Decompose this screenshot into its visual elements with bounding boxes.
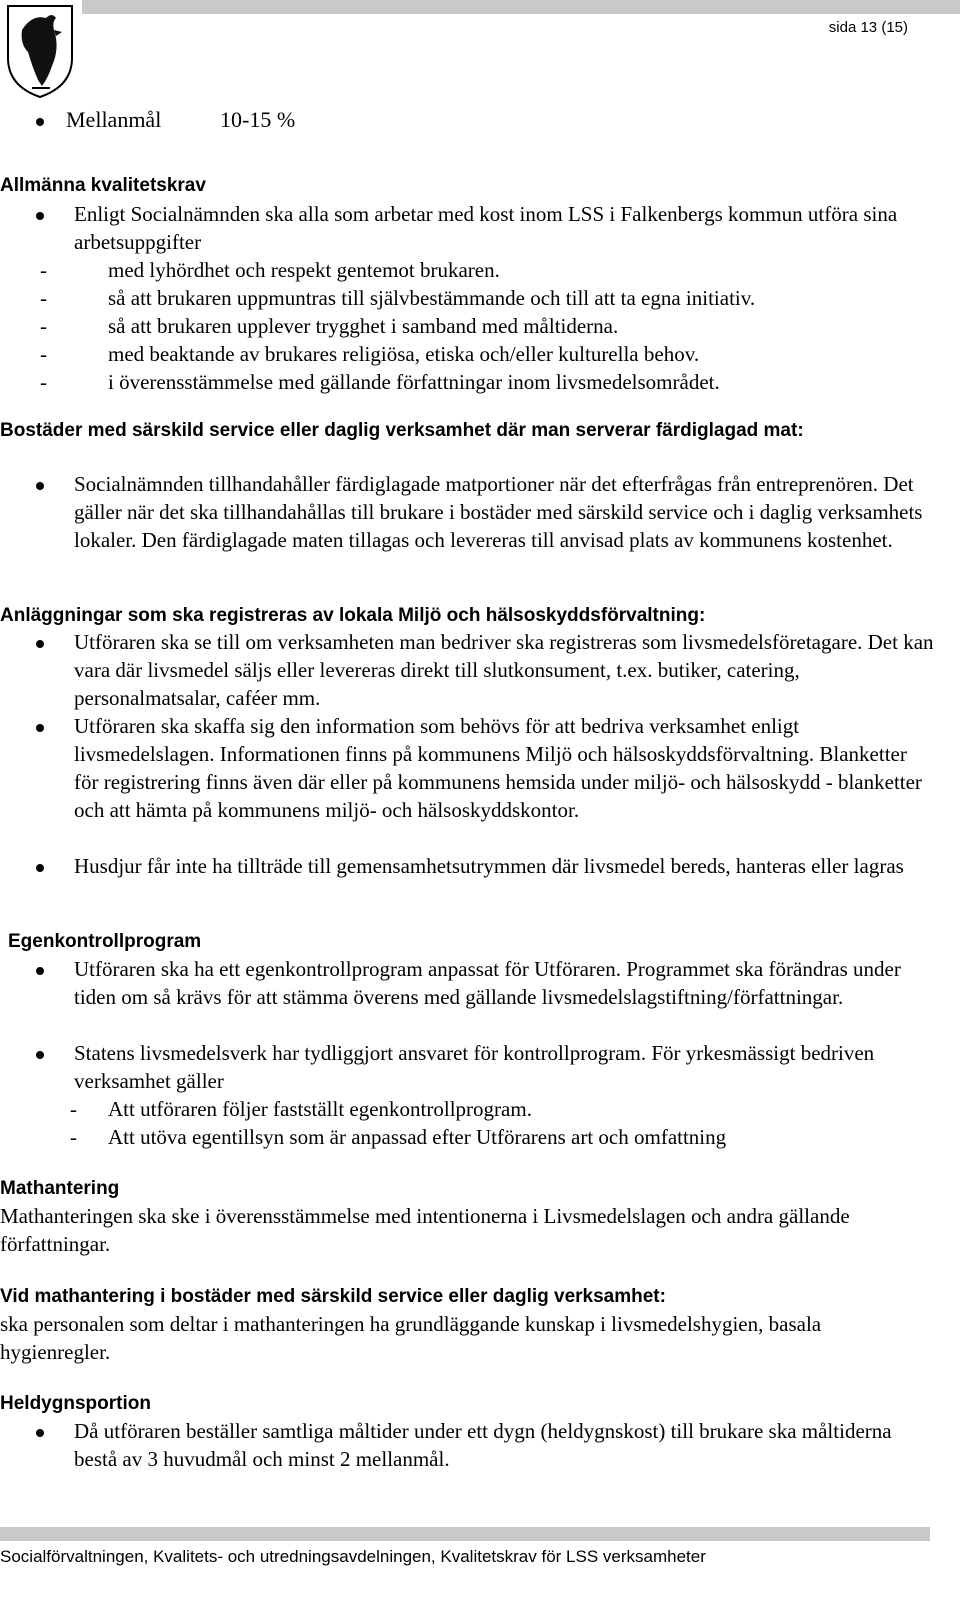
facilities-bullet-text: Husdjur får inte ha tillträde till gemensamhetsutrymmen där livsmedel bereds, hanteras eller lagras	[74, 854, 904, 878]
section-title-housing: Bostäder med särskild service eller daglig verksamhet där man serverar färdiglagad mat:	[0, 420, 804, 441]
general-dash-item: med lyhördhet och respekt gentemot brukaren.	[108, 258, 500, 282]
section-title-fullday: Heldygnsportion	[0, 1393, 151, 1414]
general-dash-item: så att brukaren upplever trygghet i samband med måltiderna.	[108, 314, 619, 338]
section-title-general: Allmänna kvalitetskrav	[0, 175, 206, 196]
intro-label: Mellanmål	[66, 107, 162, 132]
fullday-bullet-text: Då utföraren beställer samtliga måltider under ett dygn (heldygnskost) till brukare ska måltiderna bestå av 3 huvudmål och minst 2 mellanmål.	[74, 1419, 892, 1471]
footer-text: Socialförvaltningen, Kvalitets- och utredningsavdelningen, Kvalitetskrav för LSS verksamheter	[0, 1547, 706, 1566]
bullet-icon	[36, 1429, 44, 1437]
page-number: sida 13 (15)	[828, 19, 908, 36]
handling-text: Mathanteringen ska ske i överensstämmelse med intentionerna i Livsmedelslagen och andra gällande författningar.	[0, 1204, 850, 1256]
section-title-selfcontrol: Egenkontrollprogram	[8, 931, 202, 952]
bullet-icon	[36, 1051, 44, 1059]
footer-bar	[0, 1527, 930, 1541]
dash-marker: -	[40, 258, 47, 282]
bullet-icon	[36, 640, 44, 648]
dash-marker: -	[70, 1097, 77, 1121]
dash-marker: -	[40, 342, 47, 366]
intro-value: 10-15 %	[220, 107, 296, 132]
handling-housing-text: ska personalen som deltar i mathanteringen ha grundläggande kunskap i livsmedelshygien, basala hygienregler.	[0, 1312, 822, 1364]
general-dash-item: med beaktande av brukares religiösa, etiska och/eller kulturella behov.	[108, 342, 700, 366]
general-dash-item: i överensstämmelse med gällande författningar inom livsmedelsområdet.	[108, 370, 720, 394]
facilities-bullet-text: Utföraren ska se till om verksamheten man bedriver ska registreras som livsmedelsföretagare. Det kan vara där livsmedel säljs eller levereras direkt till slutkonsument, t.ex. butiker, catering, personalmatsalar, caféer mm.	[74, 630, 934, 710]
selfcontrol-bullet-text: Statens livsmedelsverk har tydliggjort ansvaret för kontrollprogram. För yrkesmässigt bedriven verksamhet gäller	[74, 1041, 875, 1093]
general-bullet-text: Enligt Socialnämnden ska alla som arbetar med kost inom LSS i Falkenbergs kommun utföra sina arbetsuppgifter	[74, 202, 898, 254]
dash-marker: -	[40, 314, 47, 338]
selfcontrol-bullet-text: Utföraren ska ha ett egenkontrollprogram anpassat för Utföraren. Programmet ska förändras under tiden om så krävs för att stämma överens med gällande livsmedelslagstiftning/författningar.	[74, 957, 901, 1009]
bullet-icon	[36, 118, 44, 126]
general-dash-item: så att brukaren uppmuntras till självbestämmande och till att ta egna initiativ.	[108, 286, 756, 310]
section-title-facilities: Anläggningar som ska registreras av lokala Miljö och hälsoskyddsförvaltning:	[0, 605, 706, 626]
selfcontrol-dash-item: Att utföraren följer fastställt egenkontrollprogram.	[108, 1097, 532, 1121]
bullet-icon	[36, 864, 44, 872]
dash-marker: -	[40, 370, 47, 394]
dash-marker: -	[40, 286, 47, 310]
header-bar	[82, 0, 960, 14]
bullet-icon	[36, 212, 44, 220]
section-title-handling: Mathantering	[0, 1178, 120, 1199]
facilities-bullet-text: Utföraren ska skaffa sig den information som behövs för att bedriva verksamhet enligt livsmedelslagen. Informationen finns på kommunens Miljö och hälsoskyddsförvaltning. Blanketter för registrering finns även där eller på kommunens hemsida under miljö- och hälsoskydd - blanketter och att hämta på kommunens miljö- och hälsoskyddskontor.	[74, 714, 922, 822]
selfcontrol-dash-item: Att utöva egentillsyn som är anpassad efter Utförarens art och omfattning	[108, 1125, 727, 1149]
section-title-handling-housing: Vid mathantering i bostäder med särskild service eller daglig verksamhet:	[0, 1286, 666, 1307]
bullet-icon	[36, 482, 44, 490]
bullet-icon	[36, 967, 44, 975]
falcon-crest-icon	[2, 0, 78, 100]
dash-marker: -	[70, 1125, 77, 1149]
housing-bullet-text: Socialnämnden tillhandahåller färdiglagade matportioner när det efterfrågas från entreprenören. Det gäller när det ska tillhandahållas till brukare i bostäder med särskild service och i daglig verksamhets lokaler. Den färdiglagade maten tillagas och levereras till anvisad plats av kommunens kostenhet.	[74, 472, 923, 552]
bullet-icon	[36, 724, 44, 732]
